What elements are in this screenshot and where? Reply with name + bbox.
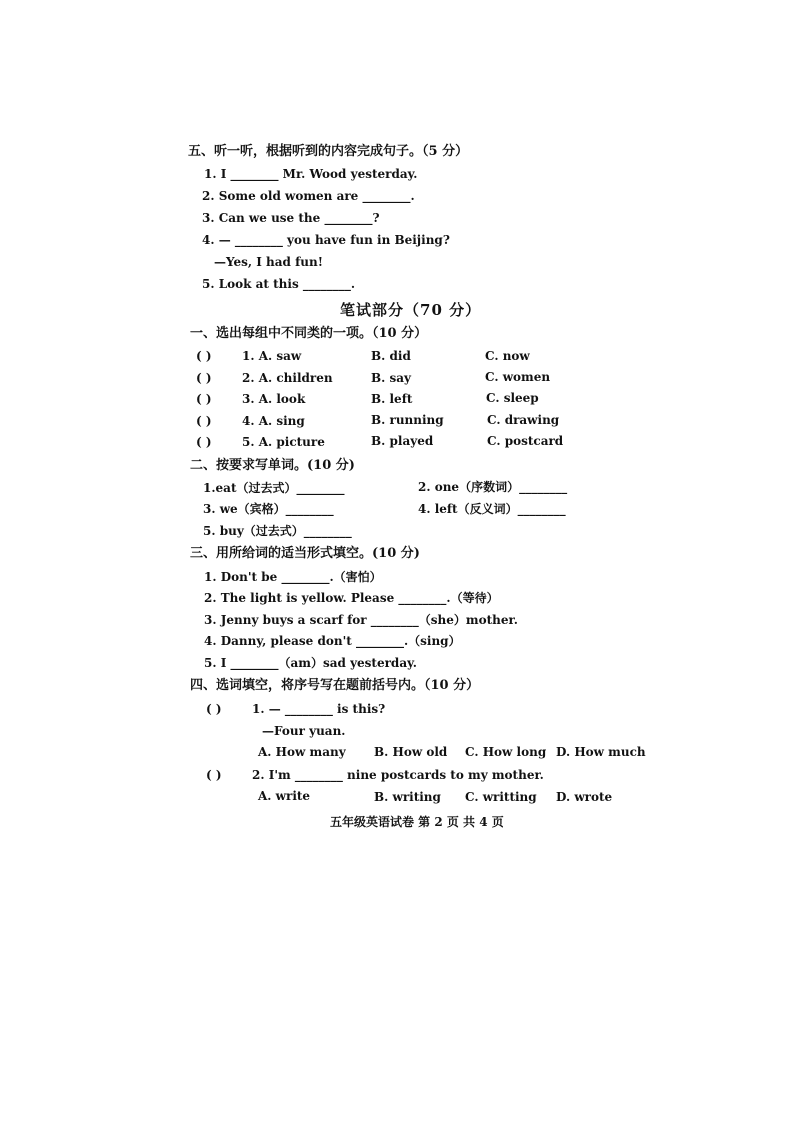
section-4-heading: 四、选词填空，将序号写在题前括号内。（10 分） xyxy=(190,678,480,693)
s1-row-1-c: C. now xyxy=(485,349,530,363)
s1-row-5-b: B. played xyxy=(371,434,434,448)
s1-row-2-a: 2. A. children xyxy=(242,371,333,385)
s5-item-2: 2. Some old women are ________. xyxy=(202,189,415,203)
s4-q2-option-b: B. writing xyxy=(374,790,441,804)
s1-row-4-c: C. drawing xyxy=(487,413,560,427)
s5-item-4: 4. — ________ you have fun in Beijing? xyxy=(202,233,450,247)
s3-item-2: 2. The light is yellow. Please ________.（等待） xyxy=(204,591,499,605)
section-1-heading: 一、选出每组中不同类的一项。（10 分） xyxy=(190,326,428,341)
s3-item-4: 4. Danny, please don't ________.（sing） xyxy=(204,634,461,648)
s2-item-3: 3. we（宾格）________ xyxy=(203,502,334,516)
s1-row-3-c: C. sleep xyxy=(486,391,539,405)
s4-question-1: 1. — ________ is this? xyxy=(252,702,386,716)
s5-item-5: 5. Look at this ________. xyxy=(202,277,356,291)
s2-item-4: 4. left（反义词）________ xyxy=(418,502,566,516)
answer-bracket: ( ) xyxy=(206,702,222,716)
answer-bracket: ( ) xyxy=(196,414,212,428)
s1-row-1-a: 1. A. saw xyxy=(242,349,302,363)
s4-q1-option-a: A. How many xyxy=(258,745,346,759)
s1-row-2-b: B. say xyxy=(371,371,412,385)
s3-item-5: 5. I ________（am）sad yesterday. xyxy=(204,656,417,670)
s5-item-3: 3. Can we use the ________? xyxy=(202,211,380,225)
answer-bracket: ( ) xyxy=(196,435,212,449)
written-part-title: 笔试部分（70 分） xyxy=(340,301,482,319)
s1-row-3-a: 3. A. look xyxy=(242,392,306,406)
s1-row-3-b: B. left xyxy=(371,392,413,406)
answer-bracket: ( ) xyxy=(196,349,212,363)
s4-q2-option-c: C. writting xyxy=(465,790,537,804)
answer-bracket: ( ) xyxy=(206,768,222,782)
s4-q2-option-a: A. write xyxy=(258,789,311,803)
s1-row-5-a: 5. A. picture xyxy=(242,435,325,449)
s1-row-1-b: B. did xyxy=(371,349,411,363)
s5-item-4-answer: —Yes, I had fun! xyxy=(214,255,324,269)
s4-question-1-answer: —Four yuan. xyxy=(262,724,346,738)
page-footer: 五年级英语试卷 第 2 页 共 4 页 xyxy=(330,815,504,829)
section-2-heading: 二、按要求写单词。(10 分) xyxy=(190,458,355,473)
s1-row-2-c: C. women xyxy=(485,370,551,384)
s1-row-4-b: B. running xyxy=(371,413,444,427)
s5-item-1: 1. I ________ Mr. Wood yesterday. xyxy=(204,167,418,181)
s3-item-1: 1. Don't be ________.（害怕） xyxy=(204,570,382,584)
s1-row-4-a: 4. A. sing xyxy=(242,414,305,428)
s4-question-2: 2. I'm ________ nine postcards to my mother. xyxy=(252,768,544,782)
s3-item-3: 3. Jenny buys a scarf for ________（she）mother. xyxy=(204,613,518,627)
s4-q2-option-d: D. wrote xyxy=(556,790,613,804)
section-3-heading: 三、用所给词的适当形式填空。(10 分) xyxy=(190,546,420,561)
s2-item-5: 5. buy（过去式）________ xyxy=(203,524,352,538)
s2-item-1: 1.eat（过去式）________ xyxy=(203,481,345,495)
s4-q1-option-c: C. How long xyxy=(465,745,547,759)
s1-row-5-c: C. postcard xyxy=(487,434,564,448)
s2-item-2: 2. one（序数词）________ xyxy=(418,480,568,494)
s4-q1-option-b: B. How old xyxy=(374,745,448,759)
s4-q1-option-d: D. How much xyxy=(556,745,646,759)
section-5-heading: 五、听一听，根据听到的内容完成句子。（5 分） xyxy=(188,144,469,159)
answer-bracket: ( ) xyxy=(196,392,212,406)
answer-bracket: ( ) xyxy=(196,371,212,385)
